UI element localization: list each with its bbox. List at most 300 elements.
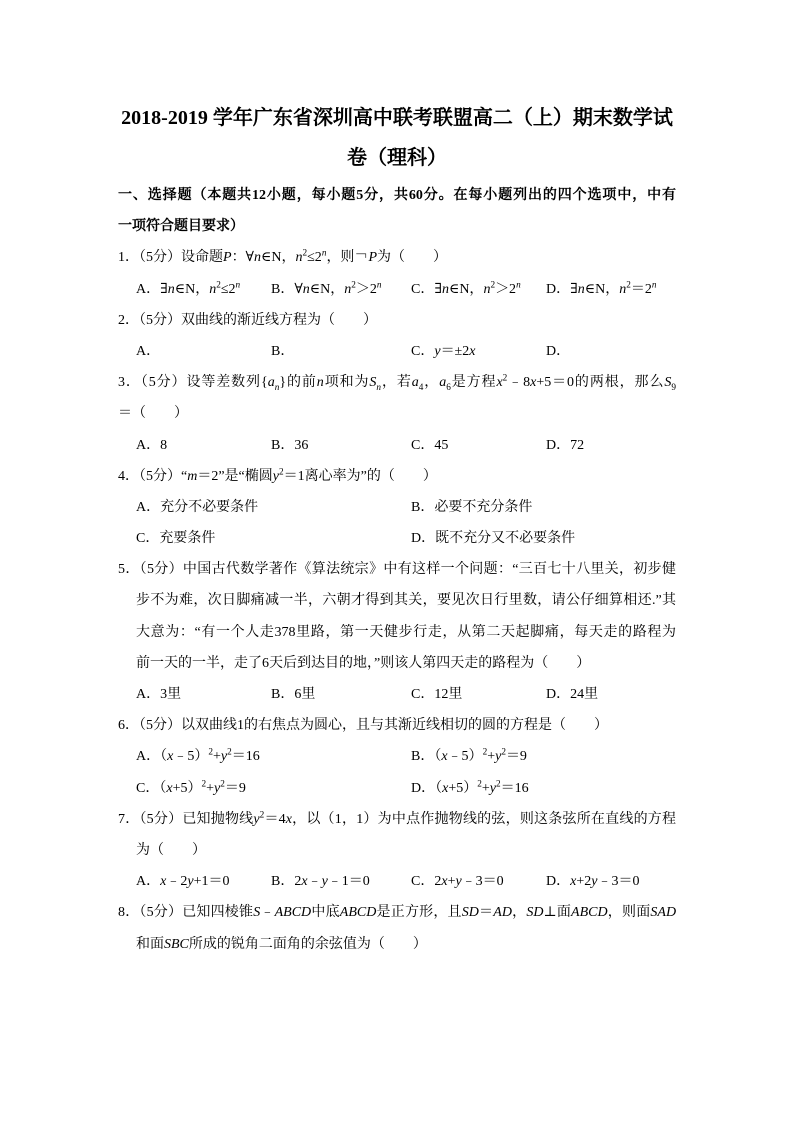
question-stem-text [182, 809, 677, 827]
math-variable: SAD [650, 905, 677, 921]
question-number: 6． [118, 718, 139, 734]
option-content [160, 500, 258, 515]
option-content [434, 278, 521, 297]
option-a [136, 679, 271, 710]
math-variable: ABCD [274, 905, 312, 921]
option-label: D． [546, 343, 571, 359]
option-content [434, 746, 527, 765]
text-run: ＝4 [264, 811, 286, 827]
option-content [294, 874, 369, 889]
superscript: 2 [626, 278, 631, 289]
question-8 [118, 897, 676, 959]
superscript: 2 [477, 777, 482, 788]
answer-options [118, 274, 676, 305]
superscript: 2 [496, 777, 501, 788]
text-run: 是方程 [450, 375, 497, 391]
option-label: C． [411, 343, 435, 359]
text-run: + [206, 780, 214, 796]
question-number: 8． [118, 905, 140, 921]
math-variable: x [496, 375, 503, 391]
text-run: 是正方形，且 [376, 905, 462, 921]
text-run: 和面 [136, 936, 164, 952]
question-stem-text [136, 593, 676, 608]
subscript: 6 [446, 381, 451, 392]
question-score: （5分） [140, 375, 187, 391]
math-variable: SD [461, 905, 479, 921]
option-c [136, 773, 411, 804]
question-7 [118, 804, 676, 898]
question-stem-text [136, 843, 206, 858]
question-number: 2． [118, 312, 139, 328]
math-variable: P [368, 250, 377, 266]
option-content [434, 874, 503, 889]
superscript: 2 [351, 278, 356, 289]
math-variable: n [209, 281, 217, 297]
question-stem-line [118, 305, 676, 336]
answer-options [118, 866, 676, 897]
text-run: ﹣ [307, 874, 322, 890]
math-variable: a [439, 375, 447, 391]
question-4 [118, 461, 676, 555]
math-variable: y [253, 811, 260, 827]
question-stem-text [136, 937, 427, 952]
option-c [411, 336, 546, 367]
math-variable: S [369, 375, 377, 391]
superscript: n [516, 278, 521, 289]
option-label: D． [546, 687, 571, 702]
superscript: 2 [216, 278, 221, 289]
text-run: （ [159, 780, 167, 796]
question-score: （5分） [139, 905, 183, 921]
text-run: ∈N， [448, 281, 484, 297]
text-run: +2 [576, 874, 592, 890]
text-run: 设等差数列{ [186, 375, 268, 391]
question-stem-text [183, 562, 676, 577]
option-label: A． [136, 437, 161, 453]
text-run: +5） [172, 780, 202, 796]
text-run: 必要不充分条件 [434, 499, 533, 515]
text-run: ∈N， [174, 281, 210, 297]
option-label: D． [411, 780, 436, 796]
question-stem-text [181, 247, 447, 266]
option-b [271, 336, 411, 367]
option-a [136, 336, 271, 367]
math-variable: x [530, 375, 537, 391]
text-run: ﹣5） [173, 749, 209, 765]
question-stem-line [118, 648, 676, 679]
math-variable: y [591, 874, 598, 890]
question-stem-line [118, 897, 676, 928]
question-stem-text [118, 406, 188, 421]
math-variable: S [253, 905, 261, 921]
superscript: 2 [220, 777, 225, 788]
question-stem-text [181, 718, 608, 733]
option-label: C． [411, 687, 435, 702]
math-variable: y [455, 874, 462, 890]
superscript: 2 [227, 746, 232, 757]
answer-options [118, 336, 676, 367]
math-variable: x [441, 874, 448, 890]
question-number: 7． [118, 811, 140, 827]
option-d [546, 866, 676, 897]
math-variable: P [223, 250, 232, 266]
math-variable: n [577, 281, 585, 297]
math-variable: n [167, 281, 175, 297]
option-d [546, 679, 676, 710]
option-label: C． [411, 281, 435, 297]
option-a [136, 866, 271, 897]
text-run: “ [181, 468, 188, 484]
text-run: + [487, 749, 496, 765]
text-run: 大意为：“有一个人走378里路，第一天健步行走，从第二天起脚痛，每天走的路程为 [136, 624, 676, 640]
text-run: ＝16 [500, 780, 529, 796]
option-label: A． [136, 343, 161, 359]
text-run: ，以（1，1）为中点作抛物线的弦，则这条弦所在直线的方程 [291, 811, 677, 827]
exam-title-line-2: 卷（理科） [347, 147, 447, 169]
option-label: C． [411, 437, 435, 453]
superscript: 2 [201, 777, 207, 788]
exam-title-line-1: 2018-2019 学年广东省深圳高中联考联盟高二（上）期末数学试 [121, 107, 673, 129]
text-run: ＝±2 [440, 343, 470, 359]
option-label: D． [546, 437, 571, 453]
option-label: B． [271, 874, 295, 890]
option-content [160, 874, 229, 889]
option-c [411, 866, 546, 897]
option-label: B． [411, 749, 435, 765]
option-content [434, 438, 448, 453]
option-b [411, 492, 676, 523]
text-run: （ [434, 749, 442, 765]
math-variable: x [469, 343, 476, 359]
text-run: + [447, 874, 456, 890]
question-score: （5分） [139, 562, 183, 578]
text-run: ≤2 [307, 250, 322, 266]
option-label: A． [136, 749, 161, 765]
text-run: 充要条件 [159, 531, 216, 547]
text-run: ＝（ ） [118, 406, 188, 422]
math-variable: n [302, 281, 310, 297]
option-a [136, 430, 271, 461]
section-heading [118, 180, 676, 242]
text-run: ＝16 [231, 749, 260, 765]
math-variable: y [321, 874, 328, 890]
question-stem-text [136, 656, 590, 671]
question-stem-text [136, 625, 676, 640]
option-content [570, 438, 584, 453]
math-variable: S [664, 375, 672, 391]
text-run: ⊥面 [543, 905, 572, 921]
math-variable: x [442, 780, 449, 796]
text-run: 24里 [570, 687, 599, 702]
question-2 [118, 305, 676, 367]
superscript: n [376, 278, 382, 289]
superscript: 2 [279, 466, 284, 477]
option-d [546, 430, 676, 461]
option-content [294, 278, 382, 297]
option-label: B． [411, 499, 435, 515]
text-run: ∃ [570, 281, 578, 297]
question-number: 1． [118, 250, 139, 266]
option-d [411, 523, 676, 554]
text-run: 以双曲线1的右焦点为圆心，且与其渐近线相切的圆的方程是（ ） [181, 718, 608, 734]
math-variable: y [272, 468, 279, 484]
math-variable: y [214, 780, 221, 796]
text-run: 双曲线的渐近线方程为（ ） [181, 312, 377, 328]
option-content [434, 344, 475, 359]
text-run: 45 [434, 437, 449, 453]
question-stem-line [118, 554, 676, 585]
text-run: ， [423, 375, 440, 391]
option-content [570, 687, 598, 702]
question-stem-text [181, 313, 377, 328]
question-6 [118, 710, 676, 804]
text-run: ， [511, 905, 527, 921]
option-label: B． [271, 343, 295, 359]
superscript: n [651, 278, 657, 289]
text-run: + [212, 749, 221, 765]
option-c [136, 523, 411, 554]
question-stem-line [118, 804, 676, 835]
question-stem-line [118, 398, 676, 429]
text-run: 所成的锐角二面角的余弦值为（ ） [188, 936, 427, 952]
text-run: ∃ [434, 281, 442, 297]
section-heading-line-2: 一项符合题目要求） [118, 219, 244, 235]
option-b [271, 679, 411, 710]
text-run: 既不充分又不必要条件 [435, 531, 576, 547]
math-variable: n [441, 281, 449, 297]
text-run: 36 [294, 437, 309, 453]
text-run: ＞2 [355, 281, 377, 297]
option-a [136, 492, 411, 523]
subscript: 9 [671, 381, 676, 392]
text-run: +5） [448, 780, 478, 796]
text-run: 8 [160, 437, 168, 453]
text-run: ，则￢ [326, 250, 369, 266]
math-variable: n [295, 250, 303, 266]
answer-options [118, 741, 676, 803]
text-run: 设命题 [181, 250, 223, 266]
math-variable: a [267, 375, 275, 391]
math-variable: m [187, 468, 198, 484]
option-label: C． [136, 780, 160, 796]
text-run: ﹣ [260, 905, 275, 921]
option-c [411, 430, 546, 461]
text-run: ，则面 [607, 905, 651, 921]
option-label: C． [136, 531, 160, 547]
option-label: D． [411, 531, 436, 547]
question-5 [118, 554, 676, 710]
option-label: D． [546, 281, 571, 297]
superscript: 2 [208, 746, 213, 757]
question-score: （5分） [139, 468, 181, 484]
option-content [159, 531, 215, 546]
question-3 [118, 367, 676, 461]
math-variable: AD [493, 905, 512, 921]
superscript: n [235, 278, 241, 289]
math-variable: a [411, 375, 419, 391]
text-run: ＝1离心率为”的（ ） [283, 468, 437, 484]
question-stem-line [118, 835, 676, 866]
text-run: 3里 [160, 687, 182, 702]
option-b [271, 866, 411, 897]
option-content [159, 777, 246, 796]
text-run: 充分不必要条件 [160, 499, 259, 515]
text-run: ＞2 [495, 281, 517, 297]
math-variable: x [167, 749, 174, 765]
math-variable: y [495, 749, 502, 765]
option-d [546, 336, 676, 367]
question-stem-line [118, 367, 676, 398]
superscript: 2 [482, 746, 488, 757]
question-stem-line [118, 585, 676, 616]
text-run: （ [160, 749, 168, 765]
superscript: 2 [502, 372, 508, 383]
option-label: A． [136, 281, 161, 297]
option-content [434, 500, 532, 515]
option-label: D． [546, 874, 571, 890]
text-run: ∀ [294, 281, 303, 297]
text-run: ＝9 [224, 780, 246, 796]
math-variable: y [187, 874, 194, 890]
answer-options [118, 679, 676, 710]
text-run: ﹣1＝0 [327, 874, 370, 890]
text-run: ，若 [381, 375, 412, 391]
option-content [435, 777, 529, 796]
text-run: ﹣3＝0 [597, 874, 640, 890]
math-variable: n [344, 281, 352, 297]
superscript: n [321, 247, 327, 258]
text-run: 72 [570, 437, 585, 453]
question-score: （5分） [139, 811, 183, 827]
text-run: 步不为难，次日脚痛减一半，六朝才得到其关，要见次日行里数，请公仔细算相还.”其 [136, 593, 676, 609]
math-variable: x [166, 780, 173, 796]
text-run: 中底 [311, 905, 340, 921]
superscript: 2 [259, 809, 265, 820]
question-stem-line [118, 929, 676, 960]
option-content [160, 746, 260, 765]
math-variable: ABCD [339, 905, 377, 921]
option-d [546, 274, 676, 305]
option-content [570, 278, 657, 297]
superscript: 2 [490, 278, 496, 289]
math-variable: y [434, 343, 441, 359]
section-heading-line-1: 一、选择题（本题共12小题，每小题5分，共60分。在每小题列出的四个选项中，中有 [118, 188, 676, 203]
option-content [294, 687, 315, 702]
text-run: 为（ ） [136, 842, 206, 858]
text-run: ＝9 [505, 749, 527, 765]
option-label: C． [411, 874, 435, 890]
text-run: 2 [294, 874, 302, 890]
text-run: 中国古代数学著作《算法统宗》中有这样一个问题：“三百七十八里关，初步健 [182, 562, 676, 578]
option-content [434, 687, 462, 702]
option-c [411, 679, 546, 710]
question-number: 4． [118, 468, 139, 484]
text-run: 2 [434, 874, 442, 890]
option-label: B． [271, 687, 295, 702]
option-content [160, 687, 181, 702]
text-run: 已知抛物线 [182, 811, 254, 827]
answer-options [118, 430, 676, 461]
math-variable: x [570, 874, 577, 890]
text-run: ＝2”是“椭圆 [197, 468, 273, 484]
text-run: ＝ [478, 905, 494, 921]
option-label: B． [271, 281, 295, 297]
option-label: A． [136, 874, 161, 890]
option-b [271, 274, 411, 305]
question-score: （5分） [139, 250, 181, 266]
math-variable: n [483, 281, 491, 297]
text-run: （ [435, 780, 443, 796]
text-run: ∈N， [309, 281, 345, 297]
text-run: ：∀ [231, 250, 255, 266]
text-run: ＝2 [630, 281, 652, 297]
question-score: （5分） [139, 718, 181, 734]
option-a [136, 741, 411, 772]
question-number: 3． [118, 375, 141, 391]
question-stem-line [118, 461, 676, 492]
text-run: ∈N， [261, 250, 296, 266]
math-variable: ABCD [571, 905, 608, 921]
math-variable: x [301, 874, 308, 890]
superscript: 2 [302, 247, 308, 258]
text-run: ﹣8 [507, 375, 531, 391]
text-run: ﹣3＝0 [461, 874, 504, 890]
text-run: 项和为 [323, 375, 370, 391]
math-variable: x [441, 749, 448, 765]
option-content [570, 874, 639, 889]
text-run: }的前 [279, 375, 317, 391]
text-run: +1＝0 [193, 874, 230, 890]
option-b [411, 741, 676, 772]
question-score: （5分） [139, 312, 181, 328]
text-run: 为（ ） [377, 250, 447, 266]
math-variable: n [316, 375, 324, 391]
text-run: 前一天的一半，走了6天后到达目的地，”则该人第四天走的路程为（ ） [136, 655, 591, 671]
question-number: 5． [118, 562, 140, 578]
text-run: + [481, 780, 490, 796]
question-stem-line [118, 242, 676, 273]
text-run: 已知四棱锥 [182, 905, 254, 921]
subscript: n [274, 381, 280, 392]
subscript: n [376, 381, 382, 392]
math-variable: n [619, 281, 627, 297]
text-run: 6里 [294, 687, 316, 702]
subscript: 4 [418, 381, 424, 392]
option-content [294, 438, 308, 453]
question-stem-line [118, 617, 676, 648]
text-run: ∃ [160, 281, 168, 297]
math-variable: y [220, 749, 228, 765]
option-label: B． [271, 437, 295, 453]
option-b [271, 430, 411, 461]
option-content [435, 531, 575, 546]
question-stem-text [181, 466, 437, 484]
text-run: ﹣5） [447, 749, 483, 765]
text-run: ∈N， [584, 281, 620, 297]
text-run: +5＝0的两根，那么 [536, 375, 665, 391]
superscript: 2 [501, 746, 506, 757]
text-run: ﹣2 [166, 874, 188, 890]
text-run: ≤2 [220, 281, 236, 297]
exam-title [0, 98, 794, 178]
option-c [411, 274, 546, 305]
math-variable: SD [526, 905, 544, 921]
option-d [411, 773, 676, 804]
question-1 [118, 242, 676, 304]
exam-content [118, 180, 676, 960]
math-variable: n [254, 250, 262, 266]
option-label: A． [136, 687, 161, 702]
